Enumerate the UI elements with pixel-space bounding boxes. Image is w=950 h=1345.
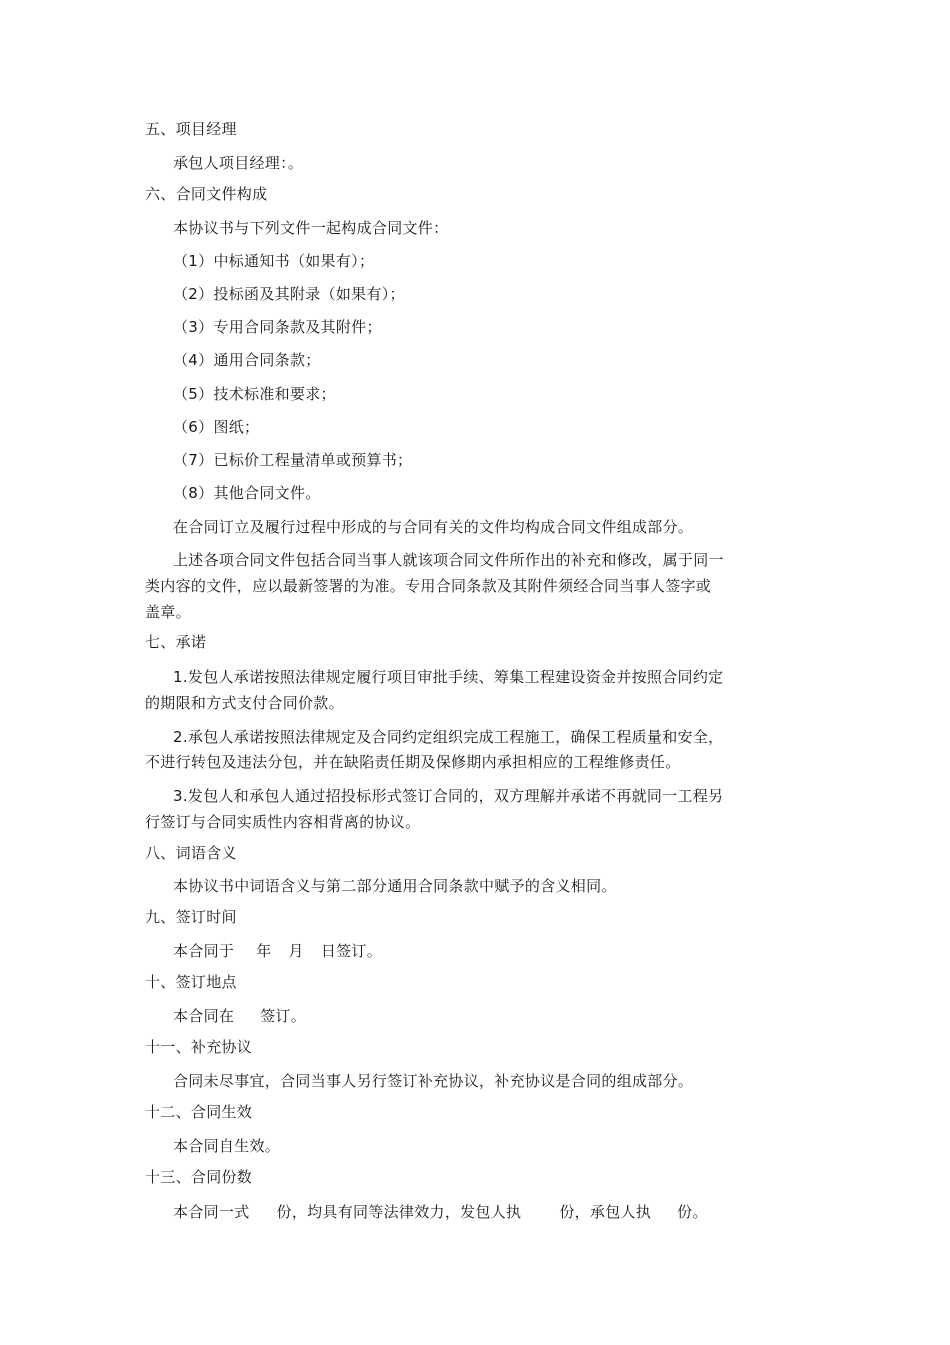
paragraph-line: 盖章。 bbox=[145, 603, 191, 621]
paragraph: 合同未尽事宜，合同当事人另行签订补充协议，补充协议是合同的组成部分。 bbox=[173, 1072, 694, 1090]
section-heading-contract-documents: 六、合同文件构成 bbox=[145, 185, 268, 203]
text: 日签订。 bbox=[320, 942, 383, 960]
section-heading-copies: 十三、合同份数 bbox=[145, 1168, 253, 1186]
paragraph: 承包人项目经理：。 bbox=[173, 154, 304, 172]
list-item: （5）技术标准和要求； bbox=[173, 385, 336, 403]
section-heading-supplementary-agreement: 十一、补充协议 bbox=[145, 1038, 253, 1056]
section-heading-signing-place: 十、签订地点 bbox=[145, 973, 237, 991]
list-item: （2）投标函及其附录（如果有）； bbox=[173, 285, 405, 303]
list-item: （6）图纸； bbox=[173, 418, 260, 436]
section-heading-project-manager: 五、项目经理 bbox=[145, 120, 237, 138]
paragraph: 本合同自生效。 bbox=[173, 1137, 281, 1155]
paragraph-line: 上述各项合同文件包括合同当事人就该项合同文件所作出的补充和修改，属于同一 bbox=[173, 551, 724, 569]
section-heading-commitments: 七、承诺 bbox=[145, 633, 207, 651]
paragraph-line: 2.承包人承诺按照法律规定及合同约定组织完成工程施工，确保工程质量和安全， bbox=[173, 728, 724, 746]
paragraph-line: 的期限和方式支付合同价款。 bbox=[145, 694, 344, 712]
section-heading-effectiveness: 十二、合同生效 bbox=[145, 1103, 253, 1121]
text: 月 bbox=[288, 942, 304, 960]
paragraph: 本协议书中词语含义与第二部分通用合同条款中赋予的含义相同。 bbox=[173, 877, 617, 895]
paragraph: 本协议书与下列文件一起构成合同文件： bbox=[173, 219, 449, 237]
list-item: （4）通用合同条款； bbox=[173, 351, 321, 369]
paragraph-line: 类内容的文件，应以最新签署的为准。专用合同条款及其附件须经合同当事人签字或 bbox=[145, 577, 712, 595]
text: 份。 bbox=[677, 1203, 708, 1221]
paragraph-signing-place bbox=[173, 1003, 306, 1029]
section-heading-definitions: 八、词语含义 bbox=[145, 844, 237, 862]
list-item: （7）已标价工程量清单或预算书； bbox=[173, 451, 413, 469]
list-item: （1）中标通知书（如果有）； bbox=[173, 252, 375, 270]
paragraph-signing-date bbox=[173, 938, 382, 964]
paragraph-copies bbox=[173, 1199, 708, 1225]
text: 签订。 bbox=[260, 1007, 307, 1025]
section-heading-signing-time: 九、签订时间 bbox=[145, 908, 237, 926]
text: 本合同一式 bbox=[173, 1203, 250, 1221]
text: 份，均具有同等法律效力，发包人执 bbox=[276, 1203, 522, 1221]
text: 年 bbox=[256, 942, 272, 960]
paragraph-line: 1.发包人承诺按照法律规定履行项目审批手续、筹集工程建设资金并按照合同约定 bbox=[173, 668, 724, 686]
list-item: （8）其他合同文件。 bbox=[173, 484, 321, 502]
paragraph: 在合同订立及履行过程中形成的与合同有关的文件均构成合同文件组成部分。 bbox=[173, 518, 694, 536]
text: 份，承包人执 bbox=[559, 1203, 652, 1221]
paragraph-line: 行签订与合同实质性内容相背离的协议。 bbox=[145, 813, 421, 831]
text: 本合同在 bbox=[173, 1007, 235, 1025]
list-item: （3）专用合同条款及其附件； bbox=[173, 318, 382, 336]
paragraph-line: 不进行转包及违法分包，并在缺陷责任期及保修期内承担相应的工程维修责任。 bbox=[145, 753, 681, 771]
text: 本合同于 bbox=[173, 942, 235, 960]
paragraph-line: 3.发包人和承包人通过招投标形式签订合同的，双方理解并承诺不再就同一工程另 bbox=[173, 787, 724, 805]
